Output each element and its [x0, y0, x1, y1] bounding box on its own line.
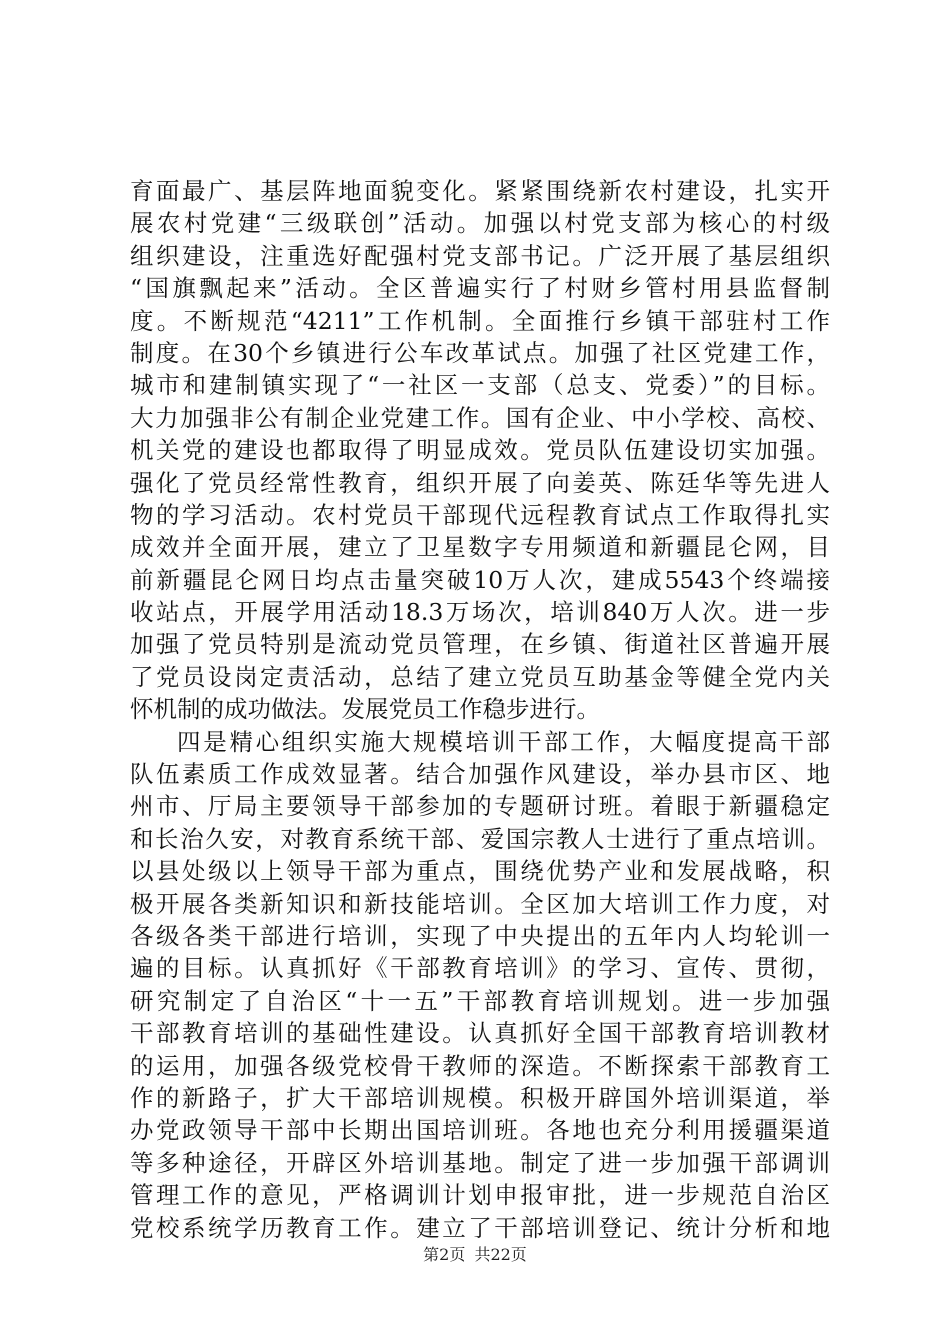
text-line: 办党政领导干部中长期出国培训班。各地也充分利用援疆渠道: [130, 1116, 830, 1145]
text-line: 物的学习活动。农村党员干部现代远程教育试点工作取得扎实: [130, 500, 830, 529]
text-line: “国旗飘起来”活动。全区普遍实行了村财乡管村用县监督制: [130, 274, 830, 303]
text-line: 作的新路子，扩大干部培训规模。积极开辟国外培训渠道，举: [130, 1083, 830, 1112]
text-line: 了党员设岗定责活动，总结了建立党员互助基金等健全党内关: [130, 662, 830, 691]
text-line: 育面最广、基层阵地面貌变化。紧紧围绕新农村建设，扎实开: [130, 177, 830, 205]
text-line: 以县处级以上领导干部为重点，围绕优势产业和发展战略，积: [130, 857, 830, 886]
text-line: 州市、厅局主要领导干部参加的专题研讨班。着眼于新疆稳定: [130, 792, 830, 821]
paragraph-first-line: 四是精心组织实施大规模培训干部工作，大幅度提高干部: [177, 727, 830, 756]
body-text: [130, 175, 830, 1244]
text-line: 加强了党员特别是流动党员管理，在乡镇、街道社区普遍开展: [130, 630, 830, 659]
text-line: 度。不断规范“4211”工作机制。全面推行乡镇干部驻村工作: [130, 306, 830, 335]
text-line: 的运用，加强各级党校骨干教师的深造。不断探索干部教育工: [130, 1051, 830, 1080]
text-line: 遍的目标。认真抓好《干部教育培训》的学习、宣传、贯彻，: [130, 954, 830, 983]
paragraph-end-line: 怀机制的成功做法。发展党员工作稳步进行。: [130, 695, 600, 724]
text-line: 各级各类干部进行培训，实现了中央提出的五年内人均轮训一: [130, 921, 830, 950]
text-line: 大力加强非公有制企业党建工作。国有企业、中小学校、高校、: [130, 403, 830, 432]
text-line: 党校系统学历教育工作。建立了干部培训登记、统计分析和地: [130, 1213, 830, 1242]
text-line: 极开展各类新知识和新技能培训。全区加大培训工作力度，对: [130, 889, 830, 918]
text-line: 强化了党员经常性教育，组织开展了向姜英、陈廷华等先进人: [130, 468, 830, 497]
text-line: 成效并全面开展，建立了卫星数字专用频道和新疆昆仑网，目: [130, 533, 830, 562]
text-line: 等多种途径，开辟区外培训基地。制定了进一步加强干部调训: [130, 1148, 830, 1177]
text-line: 前新疆昆仑网日均点击量突破10万人次，建成5543个终端接: [130, 565, 830, 594]
text-line: 干部教育培训的基础性建设。认真抓好全国干部教育培训教材: [130, 1019, 830, 1048]
text-line: 和长治久安，对教育系统干部、爱国宗教人士进行了重点培训。: [130, 824, 830, 853]
text-line: 展农村党建“三级联创”活动。加强以村党支部为核心的村级: [130, 209, 830, 238]
text-line: 队伍素质工作成效显著。结合加强作风建设，举办县市区、地: [130, 760, 830, 789]
text-line: 机关党的建设也都取得了明显成效。党员队伍建设切实加强。: [130, 436, 830, 465]
text-line: 组织建设，注重选好配强村党支部书记。广泛开展了基层组织: [130, 241, 830, 270]
page-number-footer: 第2页 共22页: [423, 1245, 527, 1264]
text-line: 制度。在30个乡镇进行公车改革试点。加强了社区党建工作，: [130, 338, 830, 367]
text-line: 研究制定了自治区“十一五”干部教育培训规划。进一步加强: [130, 986, 830, 1015]
text-line: 管理工作的意见，严格调训计划申报审批，进一步规范自治区: [130, 1181, 830, 1210]
text-line: 收站点，开展学用活动18.3万场次，培训840万人次。进一步: [130, 598, 830, 627]
text-line: 城市和建制镇实现了“一社区一支部（总支、党委）”的目标。: [130, 371, 830, 400]
